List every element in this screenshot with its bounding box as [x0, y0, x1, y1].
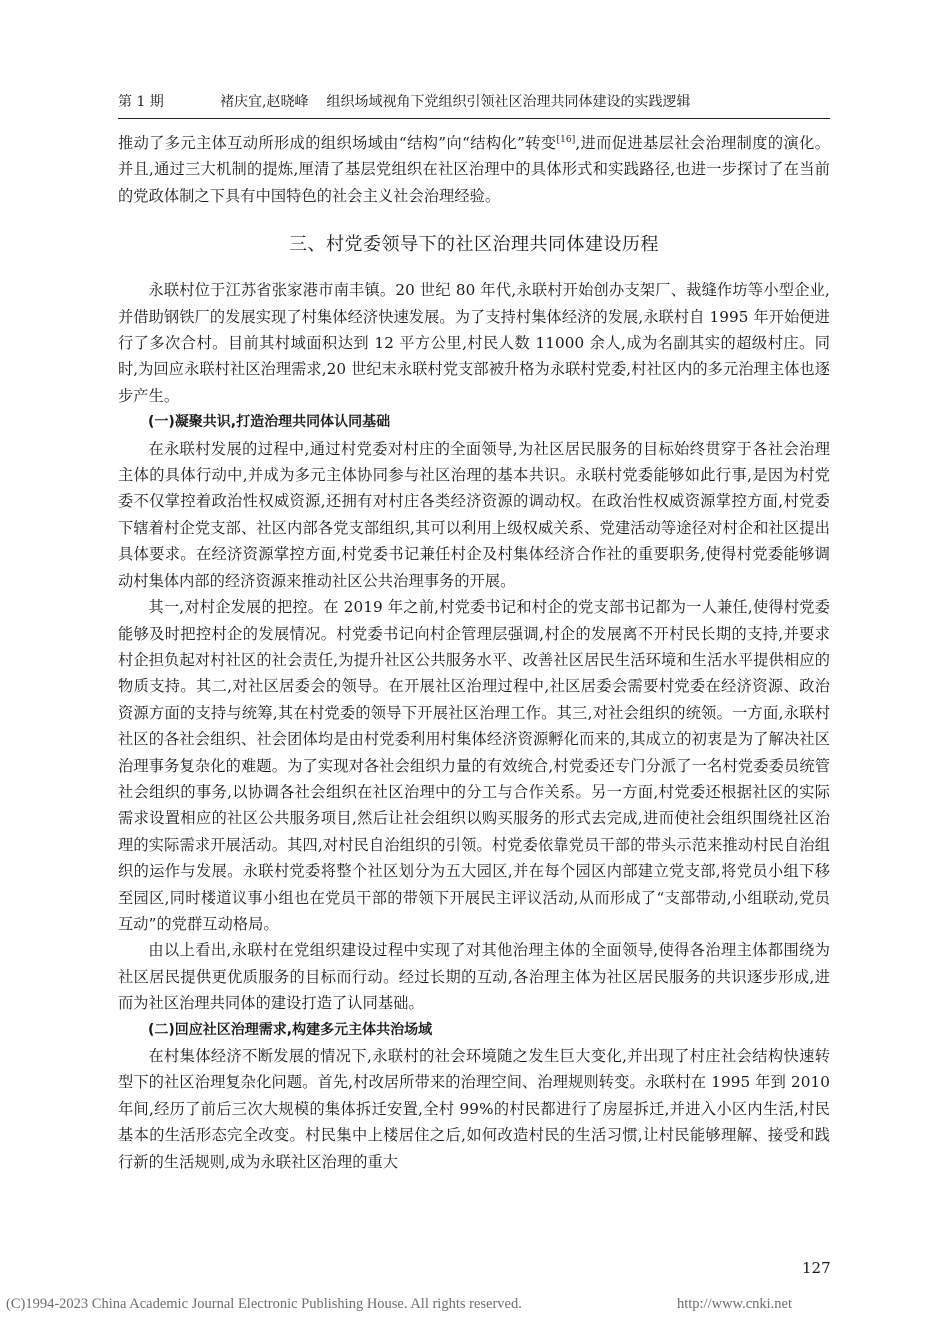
header-authors: 褚庆宜,赵晓峰 [220, 94, 309, 110]
subsection-heading-2: (二)回应社区治理需求,构建多元主体共治场域 [148, 1021, 433, 1038]
subsection1-paragraph: 在永联村发展的过程中,通过村党委对村庄的全面领导,为社区居民服务的目标始终贯穿于各社会治理主体的具体行动中,并成为多元主体协同参与社区治理的基本共识。永联村党委能够如此行事,是因为村党委不仅掌控着政治性权威资源,还拥有对村庄各类经济资源的调动权。在政治性权威资源掌控方面,村党委下辖着村企党支部、社区内部各党支部组织,其可以利用上级权威关系、党建活动等途径对村企和社区提出具体要求。在经济资源掌控方面,村党委书记兼任村企及村集体经济合作社的重要职务,使得村党委能够调动村集体内部的经济资源来推动社区公共治理事务的开展。 [118, 439, 830, 590]
running-title [220, 92, 690, 112]
subsection2-paragraph: 在村集体经济不断发展的情况下,永联村的社会环境随之发生巨大变化,并出现了村庄社会结构快速转型下的社区治理复杂化问题。首先,村改居所带来的治理空间、治理规则转变。永联村在 1995 年到 2010 年间,经历了前后三次大规模的集体拆迁安置,全村 99%的村民都进行了房屋拆迁,并进入小区内生活,村民基本的生活形态完全改变。村民集中上楼居住之后,如何改造村民的生活习惯,让村民能够理解、接受和践行新的生活规则,成为永联社区治理的重大 [118, 1047, 830, 1171]
copyright-notice: (C)1994-2023 China Academic Journal Electronic Publishing House. All rights reserved. [6, 1296, 522, 1312]
section-intro-paragraph: 永联村位于江苏省张家港市南丰镇。20 世纪 80 年代,永联村开始创办支架厂、裁缝作坊等小型企业,并借助钢铁厂的发展实现了村集体经济快速发展。为了支持村集体经济的发展,永联村自 1995 年开始便进行了多次合村。目前其村域面积达到 12 平方公里,村民人数 11000 余人,成为名副其实的超级村庄。同时,为回应永联村社区治理需求,20 世纪末永联村党支部被升格为永联村党委,村社区内的多元治理主体也逐步产生。 [118, 281, 830, 405]
footer-watermark [0, 1296, 950, 1318]
intro-text-after-cite: ,进而促进基层社会治理制度的演化。并且,通过三大机制的提炼,厘清了基层党组织在社区治理中的具体形式和实践路径,也进一步探讨了在当前的党政体制之下具有中国特色的社会主义社会治理经验。 [118, 134, 831, 205]
subsection1-paragraph: 由以上看出,永联村在党组织建设过程中实现了对其他治理主体的全面领导,使得各治理主体都围绕为社区居民提供更优质服务的目标而行动。经过长期的互动,各治理主体为社区居民服务的共识逐步形成,进而为社区治理共同体的建设打造了认同基础。 [118, 941, 830, 1013]
header-article-title: 组织场域视角下党组织引领社区治理共同体建设的实践逻辑 [326, 94, 691, 110]
subsection1-paragraph: 其一,对村企发展的把控。在 2019 年之前,村党委书记和村企的党支部书记都为一人兼任,使得村党委能够及时把控村企的发展情况。村党委书记向村企管理层强调,村企的发展离不开村民长期的支持,并要求村企担负起对村社区的社会责任,为提升社区公共服务水平、改善社区居民生活环境和生活水平提供相应的物质支持。其二,对社区居委会的领导。在开展社区治理过程中,社区居委会需要村党委在经济资源、政治资源方面的支持与统筹,其在村党委的领导下开展社区治理工作。其三,对社会组织的统领。一方面,永联村社区的各社会组织、社会团体均是由村党委利用村集体经济资源孵化而来的,其成立的初衷是为了解决社区治理事务复杂化的难题。为了实现对各社会组织力量的有效统合,村党委还专门分派了一名村党委委员统管社会组织的事务,以协调各社会组织在社区治理中的分工与合作关系。另一方面,村党委还根据社区的实际需求设置相应的社区公共服务项目,然后让社会组织以购买服务的形式去完成,进而使社会组织围绕社区治理的实际需求开展活动。其四,对村民自治组织的引领。村党委依靠党员干部的带头示范来推动村民自治组织的运作与发展。永联村党委将整个社区划分为五大园区,并在每个园区内部建立党支部,将党员小组下移至园区,同时楼道议事小组也在党员干部的带领下开展民主评议活动,从而形成了“支部带动,小组联动,党员互动”的党群互动格局。 [118, 598, 830, 933]
section-title: 三、村党委领导下的社区治理共同体建设历程 [289, 234, 659, 256]
page-number: 127 [802, 1259, 831, 1277]
citation-marker: [16] [556, 134, 576, 145]
website-link[interactable]: http://www.cnki.net [676, 1296, 792, 1312]
issue-number: 第 1 期 [118, 94, 164, 110]
article-body [118, 130, 830, 1175]
intro-paragraph [118, 130, 830, 209]
intro-text-before-cite: 推动了多元主体互动所形成的组织场域由“结构”向“结构化”转变 [118, 134, 557, 152]
subsection-heading-1: (一)凝聚共识,打造治理共同体认同基础 [148, 414, 391, 431]
running-header [118, 92, 830, 119]
